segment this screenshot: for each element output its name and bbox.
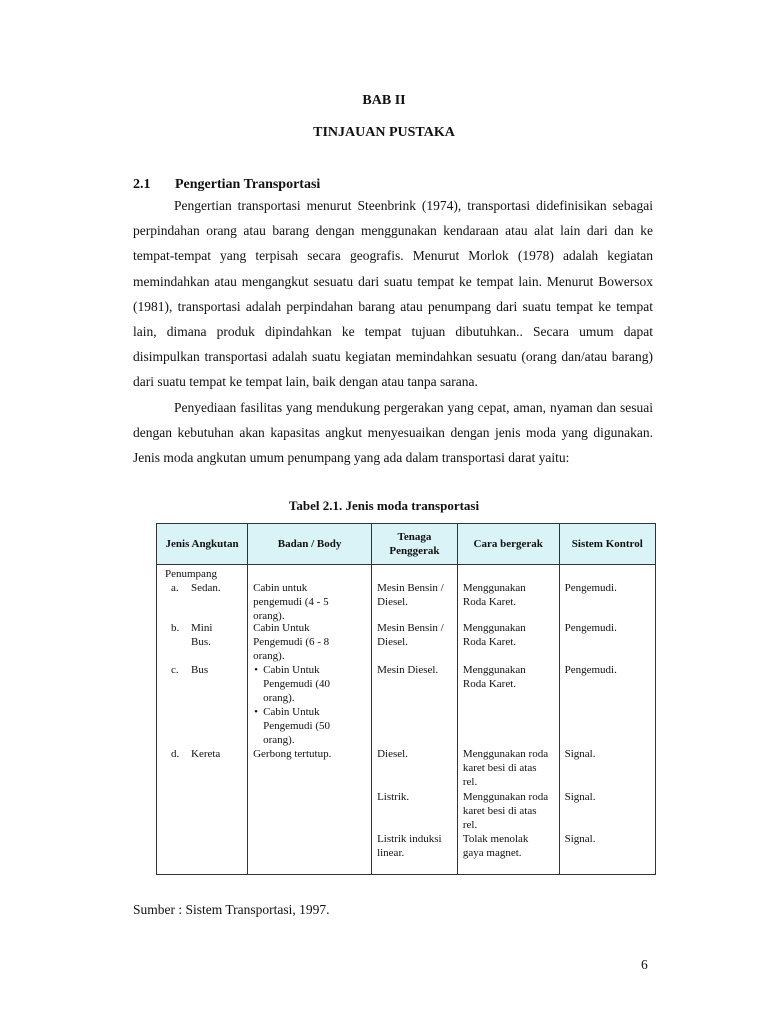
paragraph-1: Pengertian transportasi menurut Steenbrink (1974), transportasi didefinisikan sebagai perpindahan orang atau barang dengan menggunakan kendaraan atau alat lain dari dan ke tempat-tempat yang terpisah secara geografis. Menurut Morlok (1978) adalah kegiatan memindahkan atau mengangkut sesuatu dari suatu tempat ke tempat lain. Menurut Bowersox (1981), transportasi adalah perpindahan barang atau penumpang dari suatu tempat ke tempat lain, dimana produk dipindahkan ke tempat tujuan dibutuhkan.. Secara umum dapat disimpulkan transportasi adalah suatu kegiatan memindahkan sesuatu (orang dan/atau barang) dari suatu tempat ke tempat lain, baik dengan atau tanpa sarana. (133, 198, 653, 390)
page-number: 6 (641, 957, 648, 972)
badan-cell: Cabin Untuk Pengemudi (6 - 8 orang). (253, 622, 330, 662)
cara-cell: Tolak menolak gaya magnet. (462, 833, 529, 859)
badan-bullet: • Cabin Untuk Pengemudi (50 orang). (263, 705, 353, 747)
badan-bullet: • Cabin Untuk Pengemudi (40 orang). (263, 663, 353, 705)
cara-column (457, 565, 559, 875)
tenaga-cell: Mesin Bensin / Diesel. (377, 622, 444, 648)
jenis-num: b. (171, 622, 180, 634)
sistem-cell: Pengemudi. (564, 582, 617, 594)
header-cara-bergerak: Cara bergerak (457, 524, 559, 565)
tenaga-column (372, 565, 458, 875)
jenis-num: c. (171, 664, 179, 676)
sistem-cell: Signal. (564, 833, 596, 845)
section-number: 2.1 (133, 177, 151, 192)
cara-cell: Menggunakan Roda Karet. (462, 664, 526, 690)
paragraph-2: Penyediaan fasilitas yang mendukung pergerakan yang cepat, aman, nyaman dan sesuai dengan kebutuhan akan kapasitas angkut menyesuaikan dengan jenis moda yang digunakan. Jenis moda angkutan umum penumpang yang ada dalam transportasi darat yaitu: (133, 400, 653, 466)
jenis-item (171, 747, 220, 761)
chapter-title: TINJAUAN PUSTAKA (313, 125, 455, 140)
jenis-num: d. (171, 748, 180, 760)
transport-mode-table (156, 523, 656, 875)
jenis-name: Kereta (191, 748, 221, 760)
badan-column (248, 565, 372, 875)
group-label: Penumpang (165, 568, 217, 580)
jenis-item (171, 621, 239, 649)
jenis-column (157, 565, 248, 875)
cara-cell: Menggunakan Roda Karet. (462, 622, 526, 648)
jenis-name: Mini Bus. (191, 622, 213, 648)
sistem-cell: Pengemudi. (564, 622, 617, 634)
tenaga-cell: Mesin Diesel. (377, 664, 439, 676)
jenis-item (171, 581, 221, 595)
header-sistem-kontrol: Sistem Kontrol (559, 524, 655, 565)
jenis-name: Bus (191, 664, 209, 676)
jenis-item (171, 663, 208, 677)
sistem-cell: Pengemudi. (564, 664, 617, 676)
sistem-column (559, 565, 655, 875)
tenaga-cell: Listrik induksi linear. (377, 833, 442, 859)
cara-cell: Menggunakan Roda Karet. (462, 582, 526, 608)
tenaga-cell: Mesin Bensin / Diesel. (377, 582, 444, 608)
table-source: Sumber : Sistem Transportasi, 1997. (133, 902, 330, 917)
badan-cell: Cabin untuk pengemudi (4 - 5 orang). (253, 582, 329, 622)
table-row (157, 565, 656, 875)
header-tenaga-penggerak: Tenaga Penggerak (372, 524, 458, 565)
sistem-cell: Signal. (564, 748, 596, 760)
table-header-row (157, 524, 656, 565)
badan-bullets (253, 663, 353, 747)
tenaga-cell: Listrik. (377, 791, 410, 803)
header-badan-body: Badan / Body (248, 524, 372, 565)
header-jenis-angkutan: Jenis Angkutan (157, 524, 248, 565)
jenis-num: a. (171, 582, 179, 594)
table-caption: Tabel 2.1. Jenis moda transportasi (288, 498, 480, 513)
section-title: Pengertian Transportasi (175, 177, 321, 192)
jenis-name: Sedan. (191, 582, 221, 594)
badan-cell: Gerbong tertutup. (253, 748, 332, 760)
cara-cell: Menggunakan roda karet besi di atas rel. (462, 791, 549, 831)
sistem-cell: Signal. (564, 791, 596, 803)
chapter-label: BAB II (362, 93, 406, 108)
cara-cell: Menggunakan roda karet besi di atas rel. (462, 748, 549, 788)
tenaga-cell: Diesel. (377, 748, 408, 760)
